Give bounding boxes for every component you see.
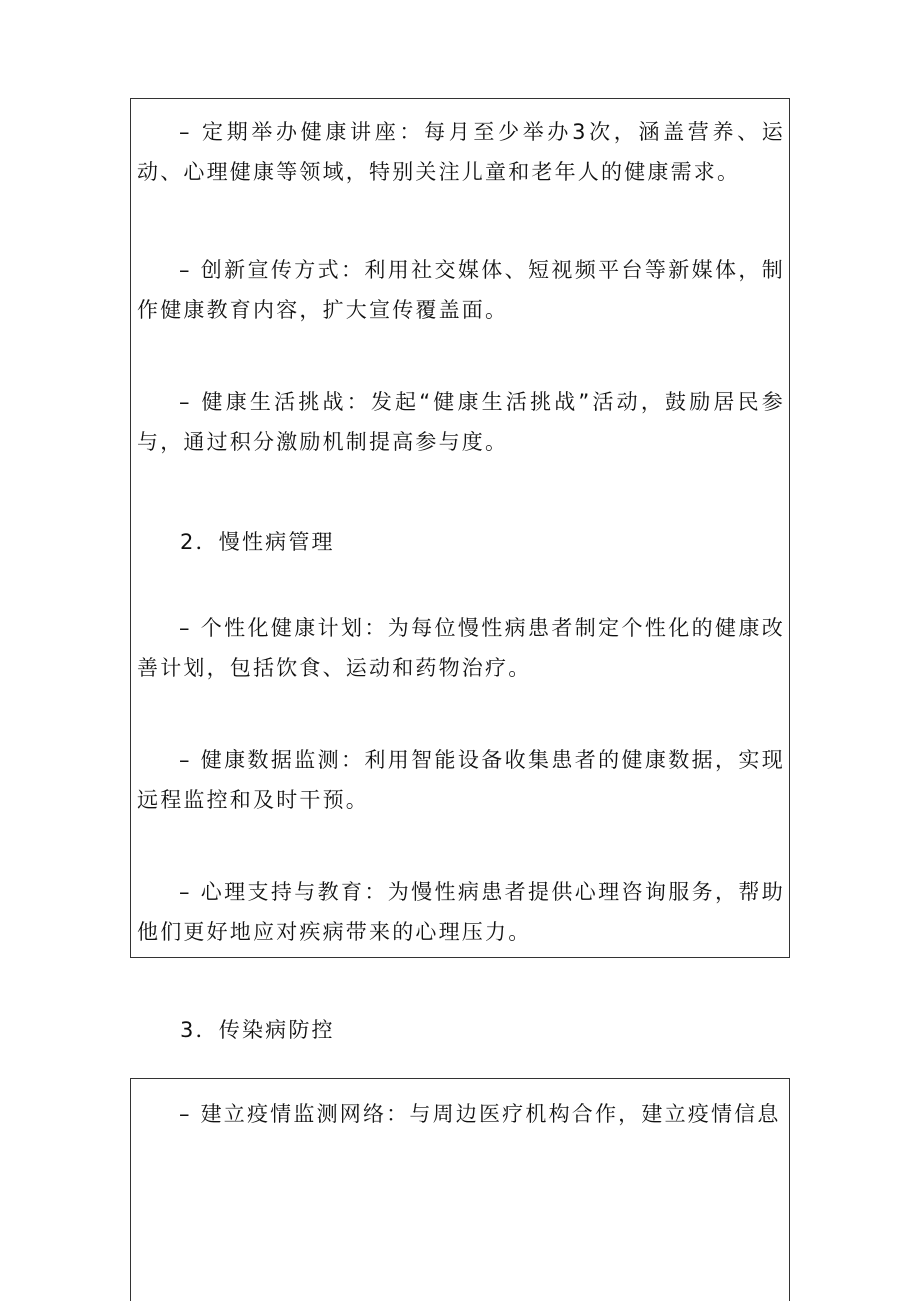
- paragraph-psychological-support: – 心理支持与教育：为慢性病患者提供心理咨询服务，帮助他们更好地应对疾病带来的心理压力。: [137, 880, 785, 944]
- paragraph-health-lectures: – 定期举办健康讲座：每月至少举办3次，涵盖营养、运动、心理健康等领域，特别关注儿童和老年人的健康需求。: [137, 120, 785, 184]
- paragraph-personalized-plan: – 个性化健康计划：为每位慢性病患者制定个性化的健康改善计划，包括饮食、运动和药物治疗。: [137, 616, 785, 680]
- paragraph-healthy-living-challenge: – 健康生活挑战：发起“健康生活挑战”活动，鼓励居民参与，通过积分激励机制提高参与度。: [137, 390, 785, 454]
- section-heading-chronic-disease: 2．慢性病管理: [180, 530, 335, 554]
- paragraph-health-data-monitoring: – 健康数据监测：利用智能设备收集患者的健康数据，实现远程监控和及时干预。: [137, 748, 785, 812]
- paragraph-innovative-publicity: – 创新宣传方式：利用社交媒体、短视频平台等新媒体，制作健康教育内容，扩大宣传覆盖面。: [137, 258, 785, 322]
- paragraph-epidemic-monitoring: – 建立疫情监测网络：与周边医疗机构合作，建立疫情信息: [179, 1102, 781, 1126]
- section-heading-infectious-disease: 3．传染病防控: [180, 1018, 335, 1042]
